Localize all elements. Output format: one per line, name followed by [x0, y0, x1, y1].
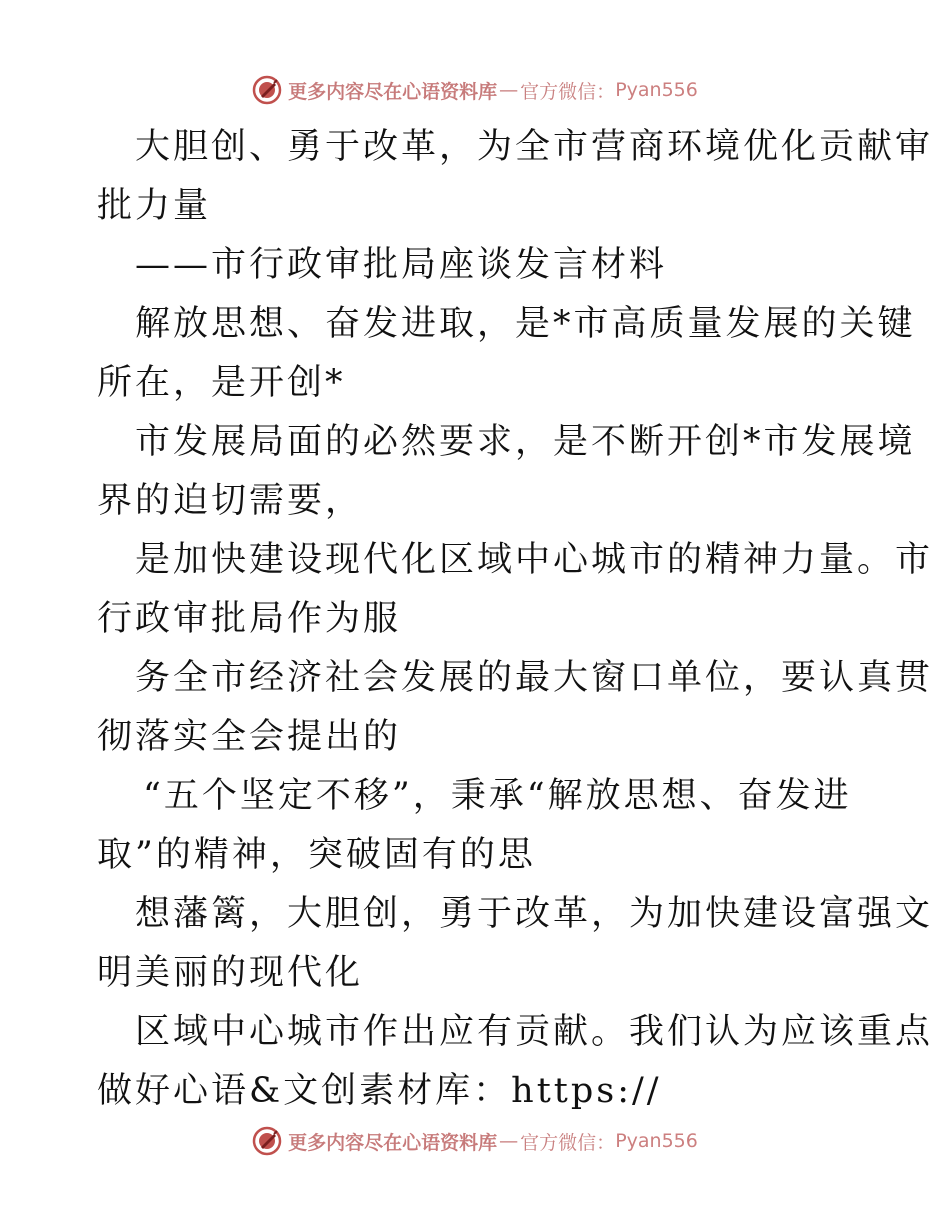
text-line: 行政审批局作为服	[97, 599, 402, 639]
text-line: 彻落实全会提出的	[97, 717, 402, 757]
footer-separator: —	[499, 1130, 519, 1152]
text-line-subtitle: ——市行政审批局座谈发言材料	[135, 245, 668, 285]
footer-watermark-banner	[0, 1124, 950, 1158]
text-line-title-2: 批力量	[97, 186, 212, 226]
text-line: 界的迫切需要，	[97, 481, 364, 521]
text-line: 想藩篱，大胆创，勇于改革，为加快建设富强文	[135, 894, 934, 934]
text-line: 明美丽的现代化	[97, 953, 364, 993]
text-line: 是加快建设现代化区域中心城市的精神力量。市	[135, 540, 934, 580]
header-separator: —	[499, 79, 519, 101]
text-line: 做好心语&文创素材库：https://	[97, 1071, 662, 1111]
text-line: 区域中心城市作出应有贡献。我们认为应该重点	[135, 1012, 934, 1052]
pen-logo-icon	[252, 75, 282, 105]
header-wechat-label: 官方微信：	[520, 80, 616, 103]
text-line: 解放思想、奋发进取，是*市高质量发展的关键	[135, 304, 916, 344]
text-line: 取”的精神，突破固有的思	[97, 835, 536, 875]
document-body	[97, 118, 934, 1121]
text-line: “五个坚定不移”，秉承“解放思想、奋发进	[143, 776, 852, 816]
footer-wechat-id: Pyan556	[615, 1130, 698, 1152]
text-line: 所在，是开创*	[97, 363, 346, 403]
text-line: 市发展局面的必然要求，是不断开创*市发展境	[135, 422, 916, 462]
footer-site-text: 更多内容尽在心语资料库	[288, 1131, 498, 1154]
header-site-text: 更多内容尽在心语资料库	[288, 80, 498, 103]
footer-wechat-label: 官方微信：	[520, 1131, 616, 1154]
header-wechat-id: Pyan556	[615, 79, 698, 101]
text-line-title-1: 大胆创、勇于改革，为全市营商环境优化贡献审	[135, 127, 934, 167]
header-watermark-banner	[0, 73, 950, 107]
text-line: 务全市经济社会发展的最大窗口单位，要认真贯	[135, 658, 934, 698]
pen-logo-icon	[252, 1126, 282, 1156]
